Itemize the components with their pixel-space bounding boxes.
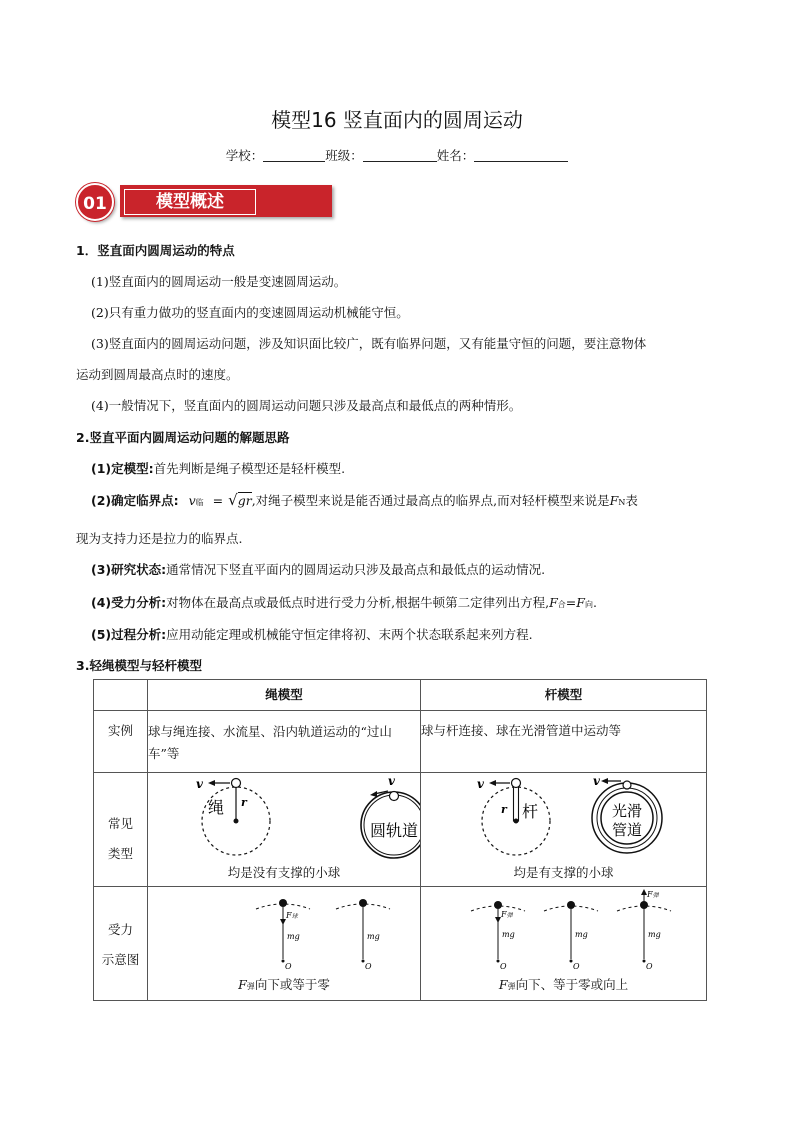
sqrt-icon: √	[228, 491, 238, 509]
rope-f-ball-1: F球	[286, 911, 298, 920]
tube-arrow-head-icon	[601, 778, 608, 784]
step-5	[91, 625, 533, 643]
rope-force-ball-1	[279, 899, 287, 907]
page-title: 模型16 竖直面内的圆周运动	[271, 108, 523, 132]
model-table	[93, 679, 707, 1001]
rope-o-label-1: O	[285, 962, 292, 971]
badge-label: 模型概述	[124, 189, 256, 215]
row-examples-rod: 球与杆连接、球在光滑管道中运动等	[421, 711, 707, 773]
step-3	[91, 560, 545, 578]
rope-types-cell	[148, 773, 421, 887]
tube-ball	[623, 781, 631, 789]
fn-symbol: F	[609, 493, 619, 508]
col-rope: 绳模型	[148, 680, 421, 711]
rod-types-caption: 均是有支撑的小球	[513, 865, 614, 880]
section1-heading: 1．竖直面内圆周运动的特点	[76, 243, 235, 258]
rod-mg-1: mg	[502, 930, 515, 939]
track-ball	[390, 792, 399, 801]
tube-v-label: v	[593, 774, 600, 788]
tube-text-2: 管道	[612, 821, 643, 839]
rope-caption-f: F	[238, 977, 247, 992]
school-blank	[263, 149, 325, 162]
rod-text: 杆	[522, 802, 539, 821]
rod-r-label: r	[501, 803, 507, 816]
student-info	[0, 146, 794, 164]
row-force-label-2: 示意图	[101, 952, 140, 967]
track-v-label: v	[388, 774, 395, 788]
step-2-text: ,对绳子模型来说是能否通过最高点的临界点,而对轻杆模型来说是	[251, 493, 610, 508]
formula-eq: =	[212, 493, 224, 508]
rod-o-label-1: O	[500, 962, 507, 971]
rope-force-cell	[148, 887, 421, 1001]
rod-bar	[514, 787, 519, 821]
rod-caption-text: 向下、等于零或向上	[515, 977, 629, 992]
rod-f-3: F弹	[647, 890, 659, 899]
rope-example-line1: 球与绳连接、水流星、沿内轨道运动的“过山	[148, 724, 392, 739]
rod-force-caption	[421, 975, 706, 993]
name-label: 姓名：	[436, 148, 475, 163]
section1-item-1: (1)竖直面内的圆周运动一般是变速圆周运动。	[91, 274, 347, 289]
rod-mg-2: mg	[575, 930, 588, 939]
row-force-label-1: 受力	[107, 922, 133, 937]
section2-heading: 2.竖直平面内圆周运动问题的解题思路	[76, 430, 290, 445]
rope-force-caption	[148, 975, 420, 993]
row-types-label-1: 常见	[107, 816, 133, 831]
corner-cell	[94, 680, 148, 711]
rod-types-diagram	[421, 773, 706, 859]
rod-caption-f: F	[498, 977, 508, 992]
school-label: 学校：	[225, 148, 264, 163]
rope-arrow-head-icon	[208, 780, 215, 786]
step-4	[91, 593, 597, 611]
f-eq: =	[565, 595, 577, 610]
step-2-label: (2)确定临界点:	[91, 493, 179, 508]
step-5-text: 应用动能定理或机械能守恒定律将初、末两个状态联系起来列方程.	[166, 627, 533, 642]
rope-v-label: v	[196, 777, 203, 791]
f-net: F	[549, 595, 558, 610]
step-5-label: (5)过程分析:	[91, 627, 167, 642]
rod-o-label-3: O	[646, 962, 653, 971]
step-4-text: 对物体在最高点或最低点时进行受力分析,根据牛顿第二定律列出方程,	[166, 595, 550, 610]
row-force-label	[94, 887, 148, 1001]
row-types-label	[94, 773, 148, 887]
rod-arrow-head-icon	[489, 780, 496, 786]
rope-mg-2: mg	[367, 932, 380, 941]
formula-root: gr	[237, 493, 252, 508]
step-1	[91, 459, 345, 477]
section1-item-3: (3)竖直面内的圆周运动问题，涉及知识面比较广，既有临界问题，又有能量守恒的问题，要注意物体	[91, 336, 647, 351]
rod-ball	[512, 779, 521, 788]
rope-force-ball-2	[359, 899, 367, 907]
class-blank	[363, 149, 437, 162]
step-4-end: .	[592, 595, 597, 610]
step-3-label: (3)研究状态:	[91, 562, 167, 577]
rope-r-label: r	[241, 796, 247, 809]
step-3-text: 通常情况下竖直平面内的圆周运动只涉及最高点和最低点的运动情况.	[166, 562, 546, 577]
row-examples-rope	[148, 711, 421, 773]
rod-caption-sub: 弹	[507, 982, 516, 991]
row-types-label-2: 类型	[107, 846, 133, 861]
rope-text: 绳	[208, 798, 225, 817]
rod-f-1: F弹	[501, 910, 513, 919]
rod-mg-3: mg	[648, 930, 661, 939]
rod-v-label: v	[477, 777, 484, 791]
rod-center	[514, 819, 519, 824]
badge-bar	[120, 185, 332, 217]
rope-caption-text: 向下或等于零	[254, 977, 330, 992]
tube-text-1: 光滑	[612, 802, 643, 820]
rope-mg-1: mg	[287, 932, 300, 941]
fn-sub: N	[618, 498, 626, 507]
rope-ball	[232, 779, 241, 788]
step-4-label: (4)受力分析:	[91, 595, 167, 610]
rope-o-label-2: O	[365, 962, 372, 971]
rope-center	[234, 819, 239, 824]
formula-v: v	[188, 493, 196, 508]
section1-item-3-cont: 运动到圆周最高点时的速度。	[76, 367, 239, 382]
class-label: 班级：	[325, 148, 363, 163]
rope-caption-sub: 弹	[246, 982, 255, 991]
f-net-sub: 合	[557, 600, 566, 609]
rope-types-caption: 均是没有支撑的小球	[227, 865, 341, 880]
track-arrow-head-icon	[370, 791, 377, 797]
track-text: 圆轨道	[370, 821, 419, 840]
rope-force-diagram	[148, 887, 420, 973]
rod-force-cell	[421, 887, 707, 1001]
rope-types-diagram	[148, 773, 420, 859]
f-centripetal: F	[576, 595, 585, 610]
section1-item-2: (2)只有重力做功的竖直面内的变速圆周运动机械能守恒。	[91, 305, 409, 320]
rod-force-ball-2	[567, 901, 575, 909]
name-blank	[474, 149, 568, 162]
formula-sub: 临	[195, 498, 204, 507]
rod-o-label-2: O	[573, 962, 580, 971]
col-rod: 杆模型	[421, 680, 707, 711]
rod-types-cell	[421, 773, 707, 887]
section1-item-4: (4)一般情况下，竖直面内的圆周运动问题只涉及最高点和最低点的两种情形。	[91, 398, 522, 413]
badge-number: 01	[76, 183, 114, 221]
step-1-label: (1)定模型:	[91, 461, 154, 476]
f-centripetal-sub: 向	[584, 600, 593, 609]
row-examples-label: 实例	[94, 711, 148, 773]
section3-heading: 3.轻绳模型与轻杆模型	[76, 658, 202, 673]
step-1-text: 首先判断是绳子模型还是轻杆模型.	[153, 461, 346, 476]
rod-force-ball-1	[494, 901, 502, 909]
step-2	[91, 491, 638, 509]
step-2-cont: 现为支持力还是拉力的临界点.	[76, 531, 243, 546]
rope-example-line2: 车”等	[148, 746, 180, 761]
rod-force-diagram	[421, 887, 706, 973]
step-2-tail: 表	[625, 493, 638, 508]
